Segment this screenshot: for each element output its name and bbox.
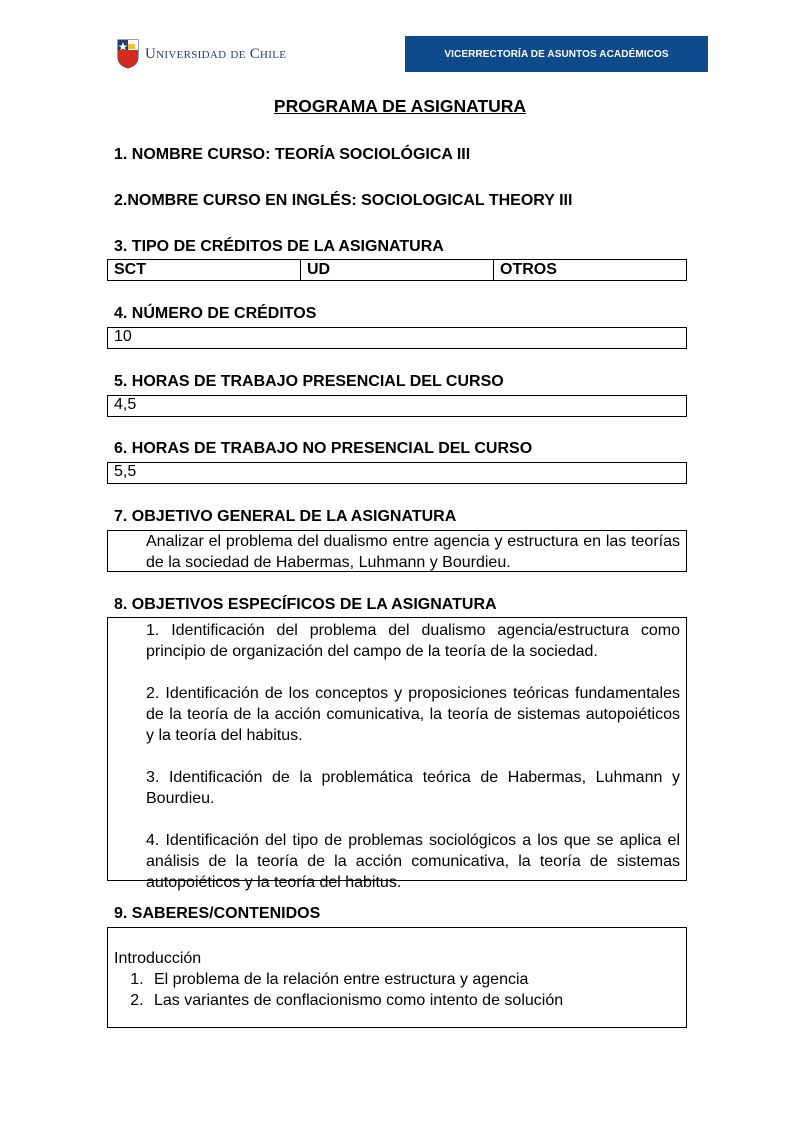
specific-objective-item: 4. Identificación del tipo de problemas sociológicos a los que se aplica el análisis de la teoría de la acción comunicativa, la teoría de sistemas autopoiéticos y la teoría del habitus.	[146, 832, 680, 891]
presential-hours-box	[107, 395, 687, 417]
list-item: 1. El problema de la relación entre estructura y agencia	[148, 969, 680, 990]
specific-objective-item: 2. Identificación de los conceptos y proposiciones teóricas fundamentales de la teoría de la acción comunicativa, la teoría de sistemas autopoiéticos y la teoría del habitus.	[146, 685, 680, 744]
section-7-heading: 7. OBJETIVO GENERAL DE LA ASIGNATURA	[114, 508, 457, 525]
header-banner	[113, 36, 708, 72]
general-objective-box	[107, 530, 687, 572]
contents-box	[107, 927, 687, 1028]
credit-cell-ud: UD	[301, 260, 494, 280]
contents-intro: Introducción	[114, 950, 202, 967]
specific-objectives-box	[107, 617, 687, 891]
nonpresential-hours-box	[107, 462, 687, 484]
university-brand	[113, 36, 405, 72]
presential-hours-value: 4,5	[114, 396, 137, 413]
section-8-heading: 8. OBJETIVOS ESPECÍFICOS DE LA ASIGNATURA	[114, 596, 497, 613]
credit-type-table	[107, 259, 687, 281]
section-9-heading: 9. SABERES/CONTENIDOS	[114, 905, 321, 922]
credits-box	[107, 327, 687, 349]
page-title: PROGRAMA DE ASIGNATURA	[273, 96, 527, 116]
section-6-heading: 6. HORAS DE TRABAJO NO PRESENCIAL DEL CURSO	[114, 440, 533, 457]
section-4-heading: 4. NÚMERO DE CRÉDITOS	[114, 305, 317, 322]
list-item: 2. Las variantes de conflacionismo como intento de solución	[148, 990, 680, 1011]
section-3-heading: 3. TIPO DE CRÉDITOS DE LA ASIGNATURA	[114, 238, 444, 255]
credits-value: 10	[114, 328, 132, 345]
vicerrectoria-label: VICERRECTORÍA DE ASUNTOS ACADÉMICOS	[444, 48, 669, 60]
nonpresential-hours-value: 5,5	[114, 463, 137, 480]
contents-list	[114, 969, 680, 1011]
section-2-heading: 2.NOMBRE CURSO EN INGLÉS: SOCIOLOGICAL THEORY III	[114, 192, 573, 209]
specific-objective-item: 3. Identificación de la problemática teórica de Habermas, Luhmann y Bourdieu.	[146, 769, 680, 807]
credit-cell-sct: SCT	[108, 260, 301, 280]
specific-objective-item: 1. Identificación del problema del dualismo agencia/estructura como principio de organización del campo de la teoría de la sociedad.	[146, 622, 680, 660]
university-crest-icon	[117, 39, 139, 69]
university-name: Universidad de Chile	[145, 45, 287, 62]
general-objective-text: Analizar el problema del dualismo entre agencia y estructura en las teorías de la sociedad de Habermas, Luhmann y Bourdieu.	[146, 533, 680, 571]
section-5-heading: 5. HORAS DE TRABAJO PRESENCIAL DEL CURSO	[114, 373, 504, 390]
vicerrectoria-bar	[405, 36, 708, 72]
section-1-heading: 1. NOMBRE CURSO: TEORÍA SOCIOLÓGICA III	[114, 146, 471, 163]
credit-cell-otros: OTROS	[500, 261, 557, 278]
